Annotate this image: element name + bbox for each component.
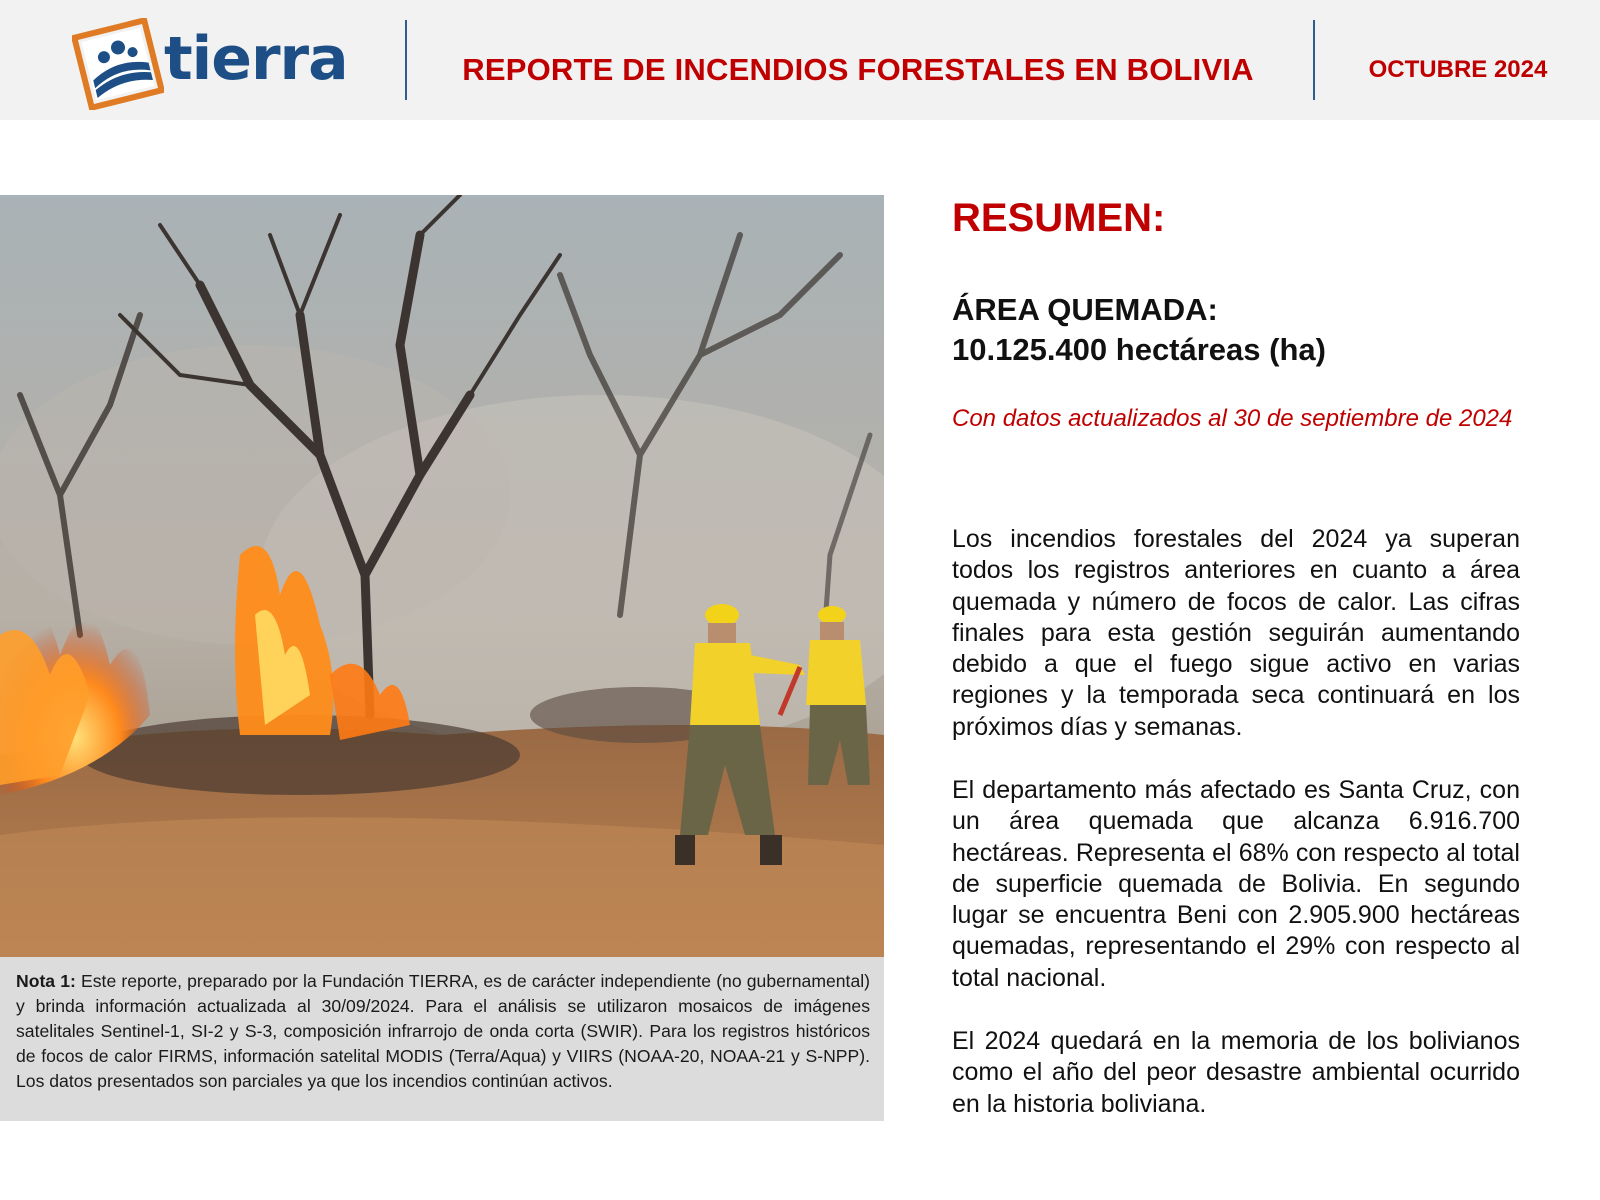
tierra-logo [72, 18, 348, 110]
burned-area-block [952, 290, 1520, 370]
header-divider-left [405, 20, 407, 100]
note-label: Nota 1: [16, 971, 76, 991]
summary-paragraph-2: El departamento más afectado es Santa Cruz, con un área quemada que alcanza 6.916.700 hectáreas. Representa el 68% con respecto al total de superficie quemada de Bolivia. En segundo lugar se encuentra Beni con 2.905.900 hectáreas quemadas, representando el 29% con respecto al total nacional. [952, 776, 1520, 992]
report-title: REPORTE DE INCENDIOS FORESTALES EN BOLIVIA [462, 52, 1254, 87]
note-text: Este reporte, preparado por la Fundación TIERRA, es de carácter independiente (no gubernamental) y brinda información actualizada al 30/09/2024. Para el análisis se utilizaron mosaicos de imágenes satelitales Sentinel-1, SI-2 y S-3, composición infrarrojo de onda corta (SWIR). Para los registros históricos de focos de calor FIRMS, información satelital MODIS (Terra/Aqua) y VIIRS (NOAA-20, NOAA-21 y S-NPP). Los datos presentados son parciales ya que los incendios continúan activos. [16, 971, 870, 1091]
wildfire-firefighters-photo-icon [0, 195, 884, 957]
data-update-note: Con datos actualizados al 30 de septiembre de 2024 [952, 405, 1513, 432]
logo-wordmark: tierra [164, 24, 348, 94]
summary-paragraph-1: Los incendios forestales del 2024 ya superan todos los registros anteriores en cuanto a área quemada y número de focos de calor. Las cifras finales para esta gestión seguirán aumentando debido a que el fuego sigue activo en varias regiones y la temporada seca continuará en los próximos días y semanas. [952, 525, 1520, 741]
header-divider-right [1313, 20, 1315, 100]
report-date: OCTUBRE 2024 [1368, 56, 1548, 83]
tierra-logo-icon [72, 18, 164, 110]
summary-heading: RESUMEN: [952, 196, 1166, 240]
methodology-note [0, 957, 884, 1121]
summary-paragraph-3: El 2024 quedará en la memoria de los bolivianos como el año del peor desastre ambiental ocurrido en la historia boliviana. [952, 1027, 1520, 1118]
burned-area-value: 10.125.400 hectáreas (ha) [952, 332, 1326, 367]
wildfire-photo [0, 195, 884, 957]
report-header [0, 0, 1600, 120]
burned-area-label: ÁREA QUEMADA: [952, 292, 1218, 327]
